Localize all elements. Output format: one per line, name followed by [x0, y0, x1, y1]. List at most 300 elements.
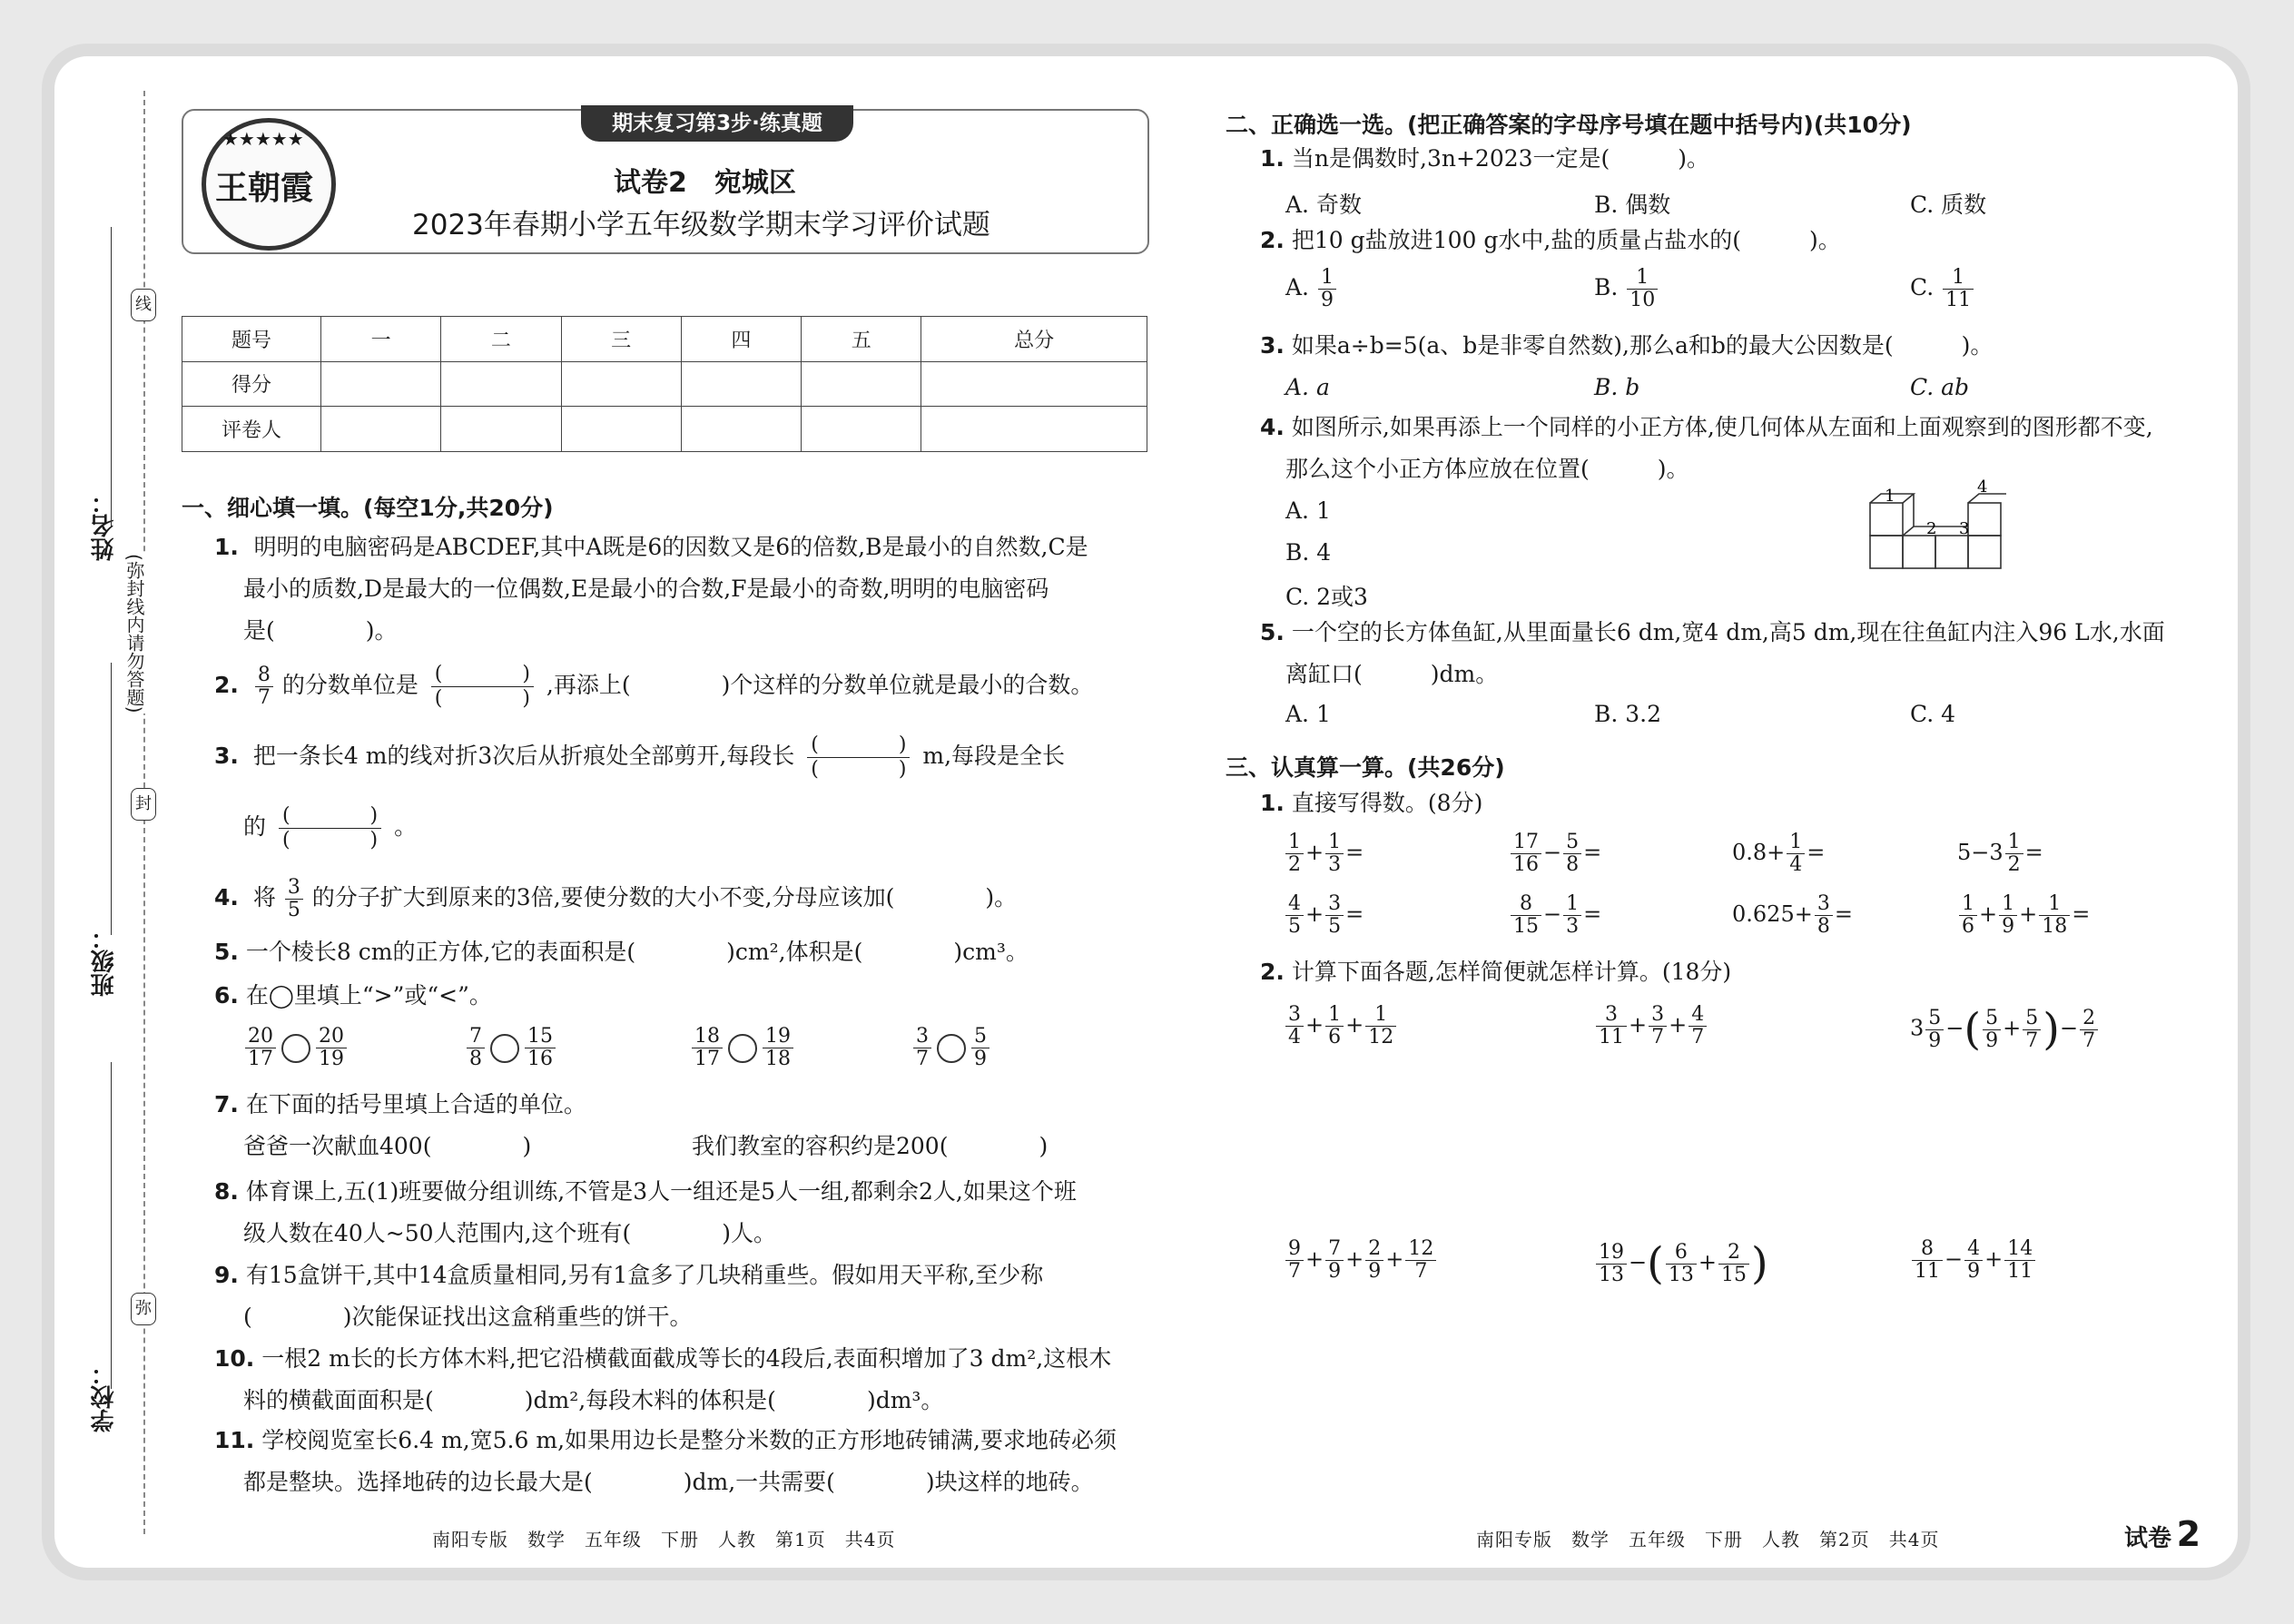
- score-table-header-row: [182, 317, 1147, 362]
- op: +: [2003, 1015, 2022, 1041]
- question-text: 最小的质数,D是最大的一位偶数,E是最小的合数,F是最小的奇数,明明的电脑密码: [243, 576, 1049, 602]
- question-number: 4.: [1260, 414, 1285, 440]
- numerator: 2: [2080, 1008, 2098, 1030]
- score-table: [182, 316, 1147, 452]
- numerator: 2: [1718, 1242, 1749, 1265]
- op: 5−3: [1957, 840, 2004, 865]
- fraction: [1815, 893, 1833, 938]
- score-cell[interactable]: [802, 407, 921, 452]
- question-text: 。: [394, 813, 418, 840]
- s2-question-3: [1260, 325, 1993, 367]
- calc-item: [1732, 893, 1853, 938]
- numerator: 2: [1365, 1238, 1383, 1261]
- question-text: 如图所示,如果再添上一个同样的小正方体,使几何体从左面和上面观察到的图形都不变,: [1291, 414, 2153, 440]
- option[interactable]: [1285, 267, 1338, 311]
- denominator: 2: [1288, 853, 1301, 876]
- op: +: [1305, 1246, 1324, 1272]
- numerator: 4: [1964, 1238, 1983, 1261]
- question-text: 在◯里填上“>”或“<”。: [245, 982, 492, 1009]
- numerator: 20: [316, 1026, 347, 1048]
- question-text: 的: [243, 813, 267, 840]
- option[interactable]: B. b: [1594, 374, 1640, 400]
- numerator: 1: [1999, 893, 2017, 916]
- op: −: [1944, 1246, 1964, 1272]
- denominator: 9: [1928, 1029, 1942, 1052]
- question-text: 的分子扩大到原来的3倍,要使分数的大小不变,分母应该加( )。: [311, 884, 1018, 910]
- fraction: [2004, 1238, 2035, 1283]
- score-header-cell: 三: [561, 317, 681, 362]
- numerator: 18: [692, 1026, 723, 1048]
- score-row-label: 评卷人: [182, 407, 321, 452]
- question-text: 那么这个小正方体应放在位置( )。: [1285, 456, 1689, 482]
- fraction: [1627, 267, 1658, 311]
- numerator: 3: [1285, 1004, 1304, 1027]
- fraction: [1649, 1004, 1667, 1048]
- denominator: 7: [2025, 1029, 2039, 1052]
- score-cell[interactable]: [802, 361, 921, 407]
- numerator: 5: [1563, 832, 1581, 854]
- paper-tag-label: 试卷: [2124, 1525, 2172, 1552]
- denominator: 6: [1328, 1026, 1342, 1048]
- denominator: 19: [319, 1048, 344, 1070]
- exam-title: 2023年春期小学五年级数学期末学习评价试题: [412, 209, 990, 241]
- denominator: 7: [916, 1048, 929, 1070]
- numerator: 1: [1787, 832, 1805, 854]
- denominator: 18: [765, 1048, 791, 1070]
- fig-label-3: 3: [1959, 519, 1970, 538]
- fraction: [255, 664, 273, 709]
- denominator: 8: [1816, 915, 1830, 938]
- fraction: [2023, 1008, 2041, 1052]
- question-number: 2.: [1260, 959, 1285, 985]
- score-cell[interactable]: [321, 361, 441, 407]
- op: −: [2059, 1015, 2079, 1041]
- s1-question-6: [214, 975, 492, 1017]
- fraction: [1285, 893, 1304, 938]
- calc-item: [1594, 1238, 1768, 1289]
- calc-item: [1957, 832, 2043, 876]
- denominator: 5: [1328, 915, 1342, 938]
- question-number: 5.: [1260, 619, 1285, 645]
- option[interactable]: C. 质数: [1910, 192, 1987, 218]
- question-text: 一根2 m长的长方体木料,把它沿横截面截成等长的4段后,表面积增加了3 dm²,这根木: [261, 1345, 1112, 1372]
- denominator: 9: [974, 1048, 987, 1070]
- numerator: 12: [1405, 1238, 1436, 1261]
- numerator: 3: [285, 877, 303, 900]
- op: =: [1583, 840, 1602, 865]
- question-number: 1.: [1260, 145, 1285, 172]
- option[interactable]: B. 3.2: [1594, 701, 1662, 727]
- s1-question-8: [214, 1171, 1077, 1255]
- fraction: [1787, 832, 1805, 876]
- compare-pair: [243, 1026, 349, 1070]
- fig-label-1: 1: [1885, 487, 1895, 506]
- paren: ): [2043, 1004, 2060, 1055]
- s1-question-7: [214, 1084, 586, 1126]
- denominator: 6: [1962, 915, 1974, 938]
- fraction: [1325, 893, 1344, 938]
- question-number: 3.: [214, 743, 239, 769]
- s1-question-10: [214, 1338, 1111, 1422]
- class-label: 班级：: [91, 926, 118, 997]
- numerator: 8: [1912, 1238, 1943, 1261]
- section2-title: 二、正确选一选。(把正确答案的字母序号填在题中括号内)(共10分): [1226, 112, 1912, 138]
- option[interactable]: A. 1: [1285, 497, 1331, 524]
- option[interactable]: C. 4: [1910, 701, 1956, 727]
- s3-part-2: [1260, 951, 1731, 993]
- op: =: [2072, 901, 2091, 927]
- denominator: 3: [1328, 853, 1342, 876]
- score-header-cell: 五: [802, 317, 921, 362]
- question-text: 学校阅览室长6.4 m,宽5.6 m,如果用边长是整分米数的正方形地砖铺满,要求地砖必须: [261, 1427, 1117, 1453]
- question-text: 把一条长4 m的线对折3次后从折痕处全部剪开,每段长: [252, 743, 795, 769]
- paper-title: 试卷2 宛城区: [614, 167, 796, 199]
- op: −: [1945, 1015, 1964, 1041]
- option[interactable]: C. 2或3: [1285, 584, 1368, 610]
- numerator: 4: [1689, 1004, 1707, 1027]
- calc-item: [1910, 1004, 2100, 1055]
- option[interactable]: A. a: [1285, 374, 1330, 400]
- calc-item: [1509, 832, 1601, 876]
- op: +: [1984, 1246, 2004, 1272]
- op: +: [1305, 901, 1324, 927]
- compare-pair: [911, 1026, 991, 1070]
- fraction: [1563, 832, 1581, 876]
- header-banner-text: 期末复习第3步·练真题: [612, 112, 822, 135]
- question-text: 在下面的括号里填上合适的单位。: [245, 1091, 586, 1117]
- compare-circle[interactable]: [490, 1034, 519, 1063]
- denominator: 2: [2007, 853, 2021, 876]
- numerator: 14: [2004, 1238, 2035, 1261]
- logo-text: 王朝霞: [215, 169, 314, 207]
- option[interactable]: A. 1: [1285, 701, 1331, 727]
- denominator: 5: [1288, 915, 1301, 938]
- question-number: 7.: [214, 1091, 239, 1117]
- question-number: 9.: [214, 1262, 239, 1288]
- logo-stars: ★★★★★: [222, 128, 304, 150]
- question-number: 8.: [214, 1178, 239, 1205]
- fraction: [1959, 893, 1977, 938]
- denominator: 11: [2007, 1260, 2033, 1283]
- score-cell[interactable]: [441, 361, 561, 407]
- calc-item: [1284, 893, 1364, 938]
- op: +: [1669, 1012, 1688, 1038]
- calc-item: [1284, 1004, 1398, 1048]
- denominator: 5: [287, 899, 300, 921]
- question-text: 把10 g盐放进100 g水中,盐的质量占盐水的( )。: [1291, 227, 1841, 253]
- fraction: [913, 1026, 931, 1070]
- compare-circle[interactable]: [281, 1034, 310, 1063]
- question-number: 5.: [214, 939, 239, 965]
- question-number: 2.: [1260, 227, 1285, 253]
- op: =: [1834, 901, 1853, 927]
- calc-item: [1284, 1238, 1438, 1283]
- question-text: m,每段是全长: [922, 743, 1066, 769]
- fraction: [245, 1026, 276, 1070]
- denominator: 15: [1720, 1263, 1747, 1286]
- score-header-cell: 总分: [921, 317, 1147, 362]
- fraction: [1925, 1008, 1944, 1052]
- s3-part-1: [1260, 782, 1482, 824]
- denominator: 4: [1288, 1026, 1301, 1048]
- denominator: 17: [694, 1048, 720, 1070]
- op: 0.8+: [1732, 840, 1786, 865]
- fraction: [1511, 893, 1541, 938]
- numerator: 1: [2039, 893, 2070, 916]
- answer-fraction-blank[interactable]: ( ) ( ): [807, 733, 910, 782]
- question-text: 体育课上,五(1)班要做分组训练,不管是3人一组还是5人一组,都剩余2人,如果这个班: [245, 1178, 1077, 1205]
- numerator: 1: [1365, 1004, 1396, 1027]
- fraction: [1325, 1004, 1344, 1048]
- op: −: [1543, 901, 1562, 927]
- score-table-row: [182, 407, 1147, 452]
- answer-fraction-blank[interactable]: ( ) ( ): [279, 804, 381, 852]
- option[interactable]: [1594, 267, 1659, 311]
- score-header-cell: 四: [681, 317, 801, 362]
- fraction: [1666, 1242, 1697, 1286]
- s1-question-5: [214, 931, 1029, 973]
- denominator: 11: [1915, 1260, 1940, 1283]
- s1-question-11: [214, 1420, 1117, 1503]
- question-text: 当n是偶数时,3n+2023一定是( )。: [1291, 145, 1710, 172]
- fraction: [1689, 1004, 1707, 1048]
- fraction: [1596, 1242, 1627, 1286]
- compare-pair: [465, 1026, 557, 1070]
- numerator: 3: [913, 1026, 931, 1048]
- fraction: [2039, 893, 2070, 938]
- fraction: [2080, 1008, 2098, 1052]
- numerator: 15: [525, 1026, 556, 1048]
- numerator: 1: [1959, 893, 1977, 916]
- s1-question-9: [214, 1255, 1043, 1338]
- question-text: 计算下面各题,怎样简便就怎样计算。(18分): [1291, 959, 1732, 985]
- numerator: 19: [1596, 1242, 1627, 1265]
- numerator: 9: [1285, 1238, 1304, 1261]
- numerator: 1: [1318, 267, 1336, 290]
- option[interactable]: B. 4: [1285, 539, 1332, 566]
- question-text: 离缸口( )dm。: [1285, 661, 1499, 687]
- name-label: 姓名：: [91, 490, 118, 561]
- question-text: 有15盒饼干,其中14盒质量相同,另有1盒多了几块稍重些。假如用天平称,至少称: [245, 1262, 1044, 1288]
- s2-question-1: [1260, 138, 1709, 180]
- numerator: 1: [1943, 267, 1974, 290]
- numerator: 1: [1285, 832, 1304, 854]
- fraction: [2005, 832, 2023, 876]
- numerator: 3: [1649, 1004, 1667, 1027]
- op: +: [1698, 1249, 1717, 1275]
- compare-pair: [690, 1026, 795, 1070]
- numerator: 6: [1666, 1242, 1697, 1265]
- numerator: 8: [1511, 893, 1541, 916]
- numerator: 5: [1925, 1008, 1944, 1030]
- option-letter: C.: [1910, 274, 1942, 300]
- numerator: 5: [1983, 1008, 2001, 1030]
- op: =: [1807, 840, 1826, 865]
- option-letter: A.: [1285, 274, 1316, 300]
- op: +: [1385, 1246, 1404, 1272]
- paren: (: [1964, 1004, 1982, 1055]
- denominator: 7: [2082, 1029, 2096, 1052]
- score-cell[interactable]: [681, 361, 801, 407]
- numerator: 19: [763, 1026, 793, 1048]
- denominator: 15: [1513, 915, 1539, 938]
- question-number: 4.: [214, 884, 239, 910]
- denominator: 9: [1985, 1029, 1999, 1052]
- fraction: [1365, 1238, 1383, 1283]
- fraction: [285, 877, 303, 921]
- question-number: 11.: [214, 1427, 255, 1453]
- numerator: 3: [1325, 893, 1344, 916]
- op: 0.625+: [1732, 901, 1813, 927]
- op: +: [2019, 901, 2038, 927]
- score-cell[interactable]: [321, 407, 441, 452]
- paper-tag-number: 2: [2176, 1514, 2201, 1554]
- denominator: 18: [2042, 915, 2068, 938]
- fraction: [1405, 1238, 1436, 1283]
- denominator: 9: [2002, 915, 2015, 938]
- score-row-label: 得分: [182, 361, 321, 407]
- denominator: 11: [1945, 289, 1972, 311]
- numerator: 3: [1596, 1004, 1627, 1027]
- option[interactable]: A. 奇数: [1285, 192, 1362, 218]
- fraction: [1563, 893, 1581, 938]
- op: =: [1345, 840, 1364, 865]
- question-number: 2.: [214, 672, 239, 698]
- calc-item: [1910, 1238, 2037, 1283]
- fraction: [763, 1026, 793, 1070]
- denominator: 9: [1320, 289, 1334, 311]
- denominator: 9: [1967, 1260, 1981, 1283]
- answer-fraction-blank[interactable]: ( ) ( ): [431, 663, 534, 711]
- numerator: 1: [1325, 1004, 1344, 1027]
- question-text: 是( )。: [243, 617, 398, 644]
- op: =: [1345, 901, 1364, 927]
- fraction: [1943, 267, 1974, 311]
- option[interactable]: [1910, 267, 1975, 311]
- footer-left: 南阳专版 数学 五年级 下册 人教 第1页 共4页: [432, 1529, 896, 1550]
- op: +: [1345, 1246, 1364, 1272]
- score-header-cell: 一: [321, 317, 441, 362]
- numerator: 1: [1627, 267, 1658, 290]
- school-label: 学校：: [91, 1362, 118, 1432]
- binding-mark-mi: 弥: [131, 1293, 156, 1325]
- s2-question-2: [1260, 220, 1841, 261]
- numerator: 1: [1563, 893, 1581, 916]
- numerator: 8: [255, 664, 273, 687]
- score-table-row: [182, 361, 1147, 407]
- score-cell[interactable]: [921, 407, 1147, 452]
- binding-notice: (弥封线内请勿答题): [122, 554, 148, 714]
- fraction: [1718, 1242, 1749, 1286]
- score-cell[interactable]: [561, 361, 681, 407]
- fig-label-2: 2: [1926, 519, 1937, 538]
- binding-mark-feng: 封: [131, 788, 156, 821]
- footer-right: 南阳专版 数学 五年级 下册 人教 第2页 共4页: [1476, 1529, 1940, 1550]
- question-text: 料的横截面面积是( )dm²,每段木料的体积是( )dm³。: [243, 1387, 944, 1413]
- denominator: 9: [1328, 1260, 1342, 1283]
- option-letter: B.: [1594, 274, 1626, 300]
- denominator: 3: [1566, 915, 1580, 938]
- calc-item: [1957, 893, 2090, 938]
- question-text: 如果a÷b=5(a、b是非零自然数),那么a和b的最大公因数是( )。: [1291, 332, 1994, 359]
- fraction: [1596, 1004, 1627, 1048]
- compare-circle[interactable]: [937, 1034, 966, 1063]
- question-text: ( )次能保证找出这盒稍重些的饼干。: [243, 1304, 693, 1330]
- denominator: 7: [1651, 1026, 1665, 1048]
- fraction: [692, 1026, 723, 1070]
- question-text: 一个空的长方体鱼缸,从里面量长6 dm,宽4 dm,高5 dm,现在往鱼缸内注入96 L水,水面: [1291, 619, 2165, 645]
- name-line: [111, 227, 112, 527]
- fraction: [1325, 1238, 1344, 1283]
- option[interactable]: C. ab: [1910, 374, 1970, 400]
- fraction: [1912, 1238, 1943, 1283]
- score-header-cell: 二: [441, 317, 561, 362]
- fraction: [971, 1026, 989, 1070]
- question-text: 级人数在40人~50人范围内,这个班有( )人。: [243, 1220, 777, 1246]
- denominator: 7: [1691, 1026, 1705, 1048]
- option[interactable]: B. 偶数: [1594, 192, 1671, 218]
- score-cell[interactable]: [441, 407, 561, 452]
- header-banner: [581, 105, 853, 142]
- fraction: [316, 1026, 347, 1070]
- question-text: 一个棱长8 cm的正方体,它的表面积是( )cm²,体积是( )cm³。: [245, 939, 1029, 965]
- numerator: 4: [1285, 893, 1304, 916]
- numerator: 7: [1325, 1238, 1344, 1261]
- op: −: [1543, 840, 1562, 865]
- s1-question-2: [214, 663, 1093, 711]
- class-line: [111, 663, 112, 935]
- numerator: 1: [1325, 832, 1344, 854]
- op: +: [1305, 1012, 1324, 1038]
- s1-question-3: [214, 733, 1065, 782]
- denominator: 16: [1513, 853, 1539, 876]
- numerator: 3: [1815, 893, 1833, 916]
- question-text: 都是整块。选择地砖的边长最大是( )dm,一共需要( )块这样的地砖。: [243, 1469, 1094, 1495]
- paren: ): [1750, 1238, 1768, 1289]
- question-number: 10.: [214, 1345, 255, 1372]
- compare-circle[interactable]: [728, 1034, 757, 1063]
- op: +: [1305, 840, 1324, 865]
- fraction: [1285, 832, 1304, 876]
- denominator: 7: [1414, 1260, 1428, 1283]
- paper-tag: [2124, 1514, 2200, 1554]
- op: +: [1345, 1012, 1364, 1038]
- denominator: 10: [1629, 289, 1656, 311]
- denominator: 4: [1789, 853, 1803, 876]
- fraction: [1285, 1004, 1304, 1048]
- score-cell[interactable]: [561, 407, 681, 452]
- fraction: [525, 1026, 556, 1070]
- score-header-cell: 题号: [182, 317, 321, 362]
- denominator: 12: [1368, 1026, 1394, 1048]
- calc-item: [1284, 832, 1364, 876]
- s2-question-5: [1260, 612, 2165, 695]
- school-line: [111, 1062, 112, 1389]
- fig-label-4: 4: [1977, 477, 1988, 497]
- section1-title: 一、细心填一填。(每空1分,共20分): [182, 495, 554, 521]
- score-cell[interactable]: [921, 361, 1147, 407]
- question-text: 爸爸一次献血400( ): [243, 1133, 532, 1159]
- numerator: 20: [245, 1026, 276, 1048]
- question-text: ,再添上( )个这样的分数单位就是最小的合数。: [546, 672, 1094, 698]
- numerator: 7: [467, 1026, 485, 1048]
- score-cell[interactable]: [681, 407, 801, 452]
- denominator: 9: [1368, 1260, 1382, 1283]
- s1-question-1: [214, 527, 1088, 652]
- s2-question-4: [1260, 407, 2153, 490]
- question-text: 直接写得数。(8分): [1291, 790, 1483, 816]
- cube-figure: [1861, 470, 2006, 579]
